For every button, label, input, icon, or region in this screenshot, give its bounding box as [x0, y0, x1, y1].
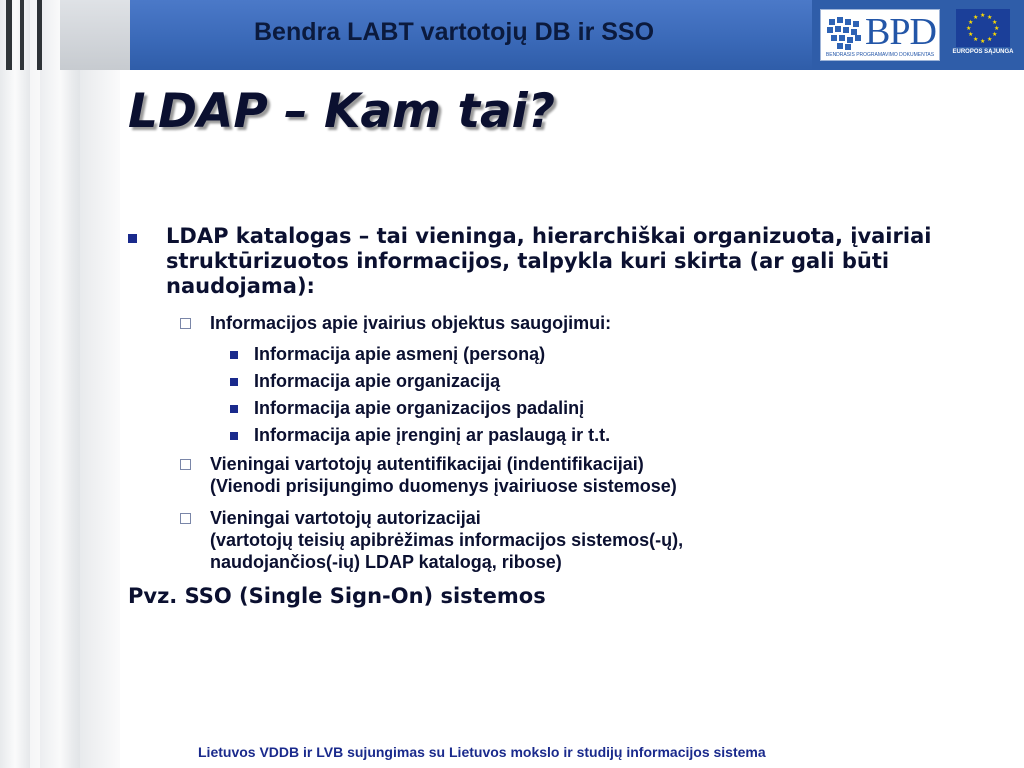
bpd-logo: [820, 9, 940, 61]
bullet-text: Informacija apie įrenginį ar paslaugą ir t.t.: [254, 425, 611, 445]
bullet-text-line: (Vienodi prisijungimo duomenys įvairiuose sistemose): [210, 476, 677, 496]
bullet-level3: [230, 343, 930, 365]
example-text: Pvz. SSO (Single Sign-On) sistemos: [128, 584, 546, 608]
square-bullet-icon: [230, 378, 238, 386]
bullet-text: Informacija apie organizaciją: [254, 371, 501, 391]
bullet-level2: [180, 507, 960, 573]
eu-flag-icon: ★ ★ ★ ★ ★ ★ ★ ★ ★ ★ ★ ★: [956, 9, 1010, 47]
left-column-bar: [20, 0, 24, 70]
bullet-text: LDAP katalogas – tai vieninga, hierarchiškai organizuota, įvairiai struktūrizuotos informacijos, talpykla kuri skirta (ar gali būti naudojama):: [166, 224, 932, 298]
bpd-logo-subtitle: BENDRASIS PROGRAMAVIMO DOKUMENTAS: [825, 52, 935, 58]
bullet-text-line: Vieningai vartotojų autorizacijai: [210, 508, 481, 528]
bullet-text: Informacija apie asmenį (personą): [254, 344, 546, 364]
header-title: Bendra LABT vartotojų DB ir SSO: [254, 18, 655, 46]
bullet-text-line: Vieningai vartotojų autentifikacijai (indentifikacijai): [210, 454, 644, 474]
footer-text: Lietuvos VDDB ir LVB sujungimas su Lietuvos mokslo ir studijų informacijos sistema: [198, 744, 766, 760]
lithuania-map-icon: [825, 15, 865, 49]
header-decoration: [60, 0, 130, 70]
square-bullet-icon: [230, 351, 238, 359]
bullet-level1: [128, 224, 998, 299]
bullet-text: Informacija apie organizacijos padalinį: [254, 398, 585, 418]
left-column-shade: [0, 0, 30, 768]
eu-logo-text: EUROPOS SĄJUNGA: [952, 49, 1014, 55]
bullet-level2: [180, 453, 960, 497]
bullet-text-line: (vartotojų teisių apibrėžimas informacijos sistemos(-ų),: [210, 530, 684, 550]
bullet-level3: [230, 397, 930, 419]
square-bullet-icon: [230, 432, 238, 440]
square-bullet-icon: [128, 234, 137, 243]
hollow-square-bullet-icon: [180, 513, 191, 524]
bullet-text: Informacijos apie įvairius objektus saugojimui:: [210, 313, 612, 333]
slide-title: LDAP – Kam tai?: [128, 84, 556, 139]
left-column-bar: [6, 0, 12, 70]
eu-logo: [950, 9, 1016, 59]
bullet-level3: [230, 370, 930, 392]
bullet-level3: [230, 424, 930, 446]
hollow-square-bullet-icon: [180, 318, 191, 329]
left-column-bar: [37, 0, 42, 70]
square-bullet-icon: [230, 405, 238, 413]
bullet-level2: [180, 312, 960, 334]
left-column-shade: [40, 0, 80, 768]
bpd-logo-text: BPD: [865, 11, 936, 53]
hollow-square-bullet-icon: [180, 459, 191, 470]
bullet-text-line: naudojančios(-ių) LDAP katalogą, ribose): [210, 552, 562, 572]
